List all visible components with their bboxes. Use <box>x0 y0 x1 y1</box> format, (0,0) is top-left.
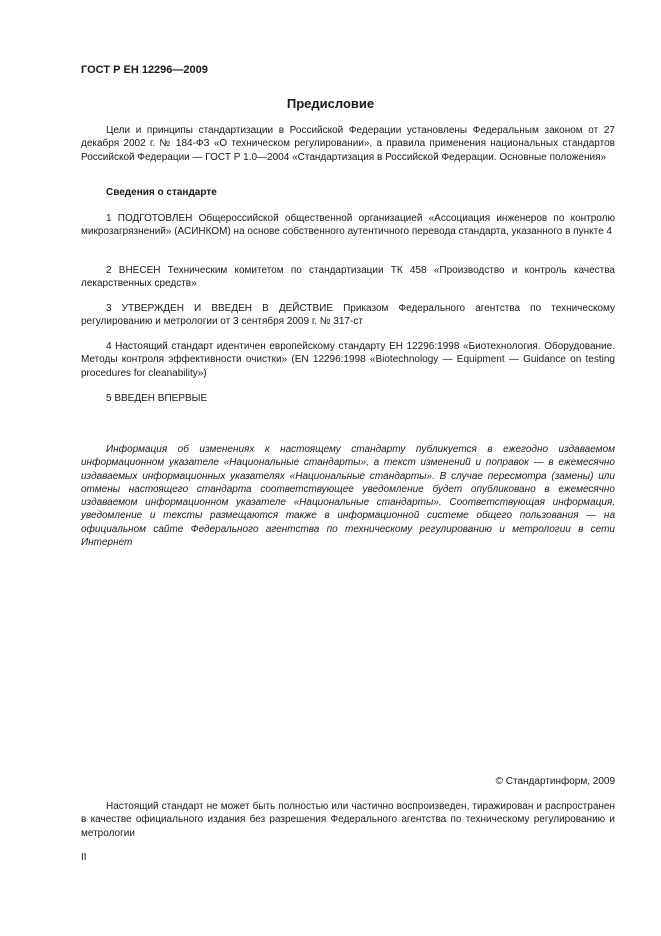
copyright: © Стандартинформ, 2009 <box>495 776 615 787</box>
item-4: 4 Настоящий стандарт идентичен европейскому стандарту ЕН 12296:1998 «Биотехнология. Оборудование. Методы контроля эффективности очистки» (EN 12296:1998 «Biotechnology — Equipment — Guidance on testing procedures for cleanability») <box>81 341 615 379</box>
item-5: 5 ВВЕДЕН ВПЕРВЫЕ <box>106 393 208 404</box>
intro-paragraph: Цели и принципы стандартизации в Российской Федерации установлены Федеральным законом от 27 декабря 2002 г. № 184-ФЗ «О техническом регулировании», а правила применения национальных стандартов Российской Федерации — ГОСТ Р 1.0—2004 «Стандартизация в Российской Федерации. Основные положения» <box>81 125 615 163</box>
item-2: 2 ВНЕСЕН Техническим комитетом по стандартизации ТК 458 «Производство и контроль качества лекарственных средств» <box>81 265 615 290</box>
page-title: Предисловие <box>286 96 375 111</box>
notice-paragraph: Информация об изменениях к настоящему стандарту публикуется в ежегодно издаваемом информационном указателе «Национальные стандарты», а текст изменений и поправок — в ежемесячно издаваемых информационных указателях «Национальные стандарты». В случае пересмотра (замены) или отмены настоящего стандарта соответствующее уведомление будет опубликовано в ежемесячно издаваемом информационном указателе «Национальные стандарты». Соответствующая информация, уведомление и тексты размещаются также в информационной системе общего пользования — на официальном сайте Федерального агентства по техническому регулированию и метрологии в сети Интернет <box>81 444 615 549</box>
item-3: 3 УТВЕРЖДЕН И ВВЕДЕН В ДЕЙСТВИЕ Приказом Федерального агентства по техническому регулированию и метрологии от 3 сентября 2009 г. № 317-ст <box>81 303 615 328</box>
info-heading: Сведения о стандарте <box>106 187 217 198</box>
item-1: 1 ПОДГОТОВЛЕН Общероссийской общественной организацией «Ассоциация инженеров по контролю микрозагрязнений» (АСИНКОМ) на основе собственного аутентичного перевода стандарта, указанного в пункте 4 <box>81 213 615 238</box>
document-code: ГОСТ Р ЕН 12296—2009 <box>81 64 208 76</box>
reproduction-notice: Настоящий стандарт не может быть полностью или частично воспроизведен, тиражирован и распространен в качестве официального издания без разрешения Федерального агентства по техническому регулированию и метрологии <box>81 801 615 839</box>
page-number: II <box>81 852 87 863</box>
